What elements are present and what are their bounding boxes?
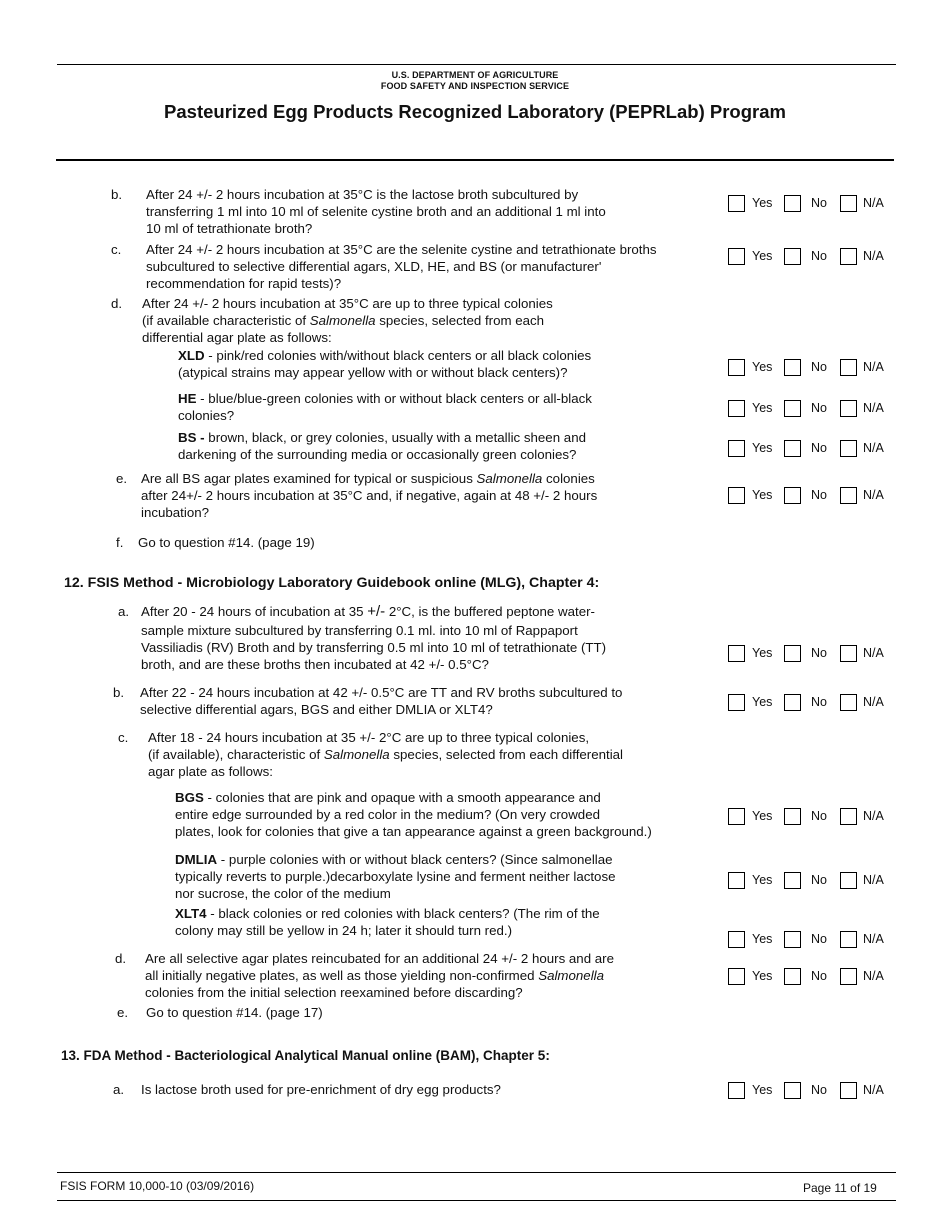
text-part: After 20 - 24 hours of incubation at 35 <box>141 604 368 619</box>
agar-name: XLD <box>178 348 205 363</box>
yes-checkbox[interactable] <box>728 400 745 417</box>
yes-label: Yes <box>752 249 773 263</box>
yes-label: Yes <box>752 932 773 946</box>
na-checkbox[interactable] <box>840 248 857 265</box>
agar-name: HE <box>178 391 197 406</box>
text-part: species, selected from each differential <box>389 747 623 762</box>
na-label: N/A <box>863 401 884 415</box>
item-label: a. <box>113 1082 125 1097</box>
answer-row <box>728 400 898 418</box>
question-text: nor sucrose, the color of the medium <box>175 886 391 901</box>
question-text <box>141 470 595 487</box>
na-checkbox[interactable] <box>840 808 857 825</box>
question-text: colonies? <box>178 408 235 423</box>
question-text: sample mixture subcultured by transferring 0.1 ml. into 10 ml of Rappaport <box>141 623 578 638</box>
no-checkbox[interactable] <box>784 400 801 417</box>
item-label: a. <box>118 604 130 619</box>
xlt4-criteria <box>175 905 600 922</box>
question-text: differential agar plate as follows: <box>142 330 332 345</box>
na-label: N/A <box>863 969 884 983</box>
na-label: N/A <box>863 873 884 887</box>
answer-row <box>728 808 898 826</box>
question-text: colonies from the initial selection reexamined before discarding? <box>145 985 523 1000</box>
na-label: N/A <box>863 932 884 946</box>
page-number: Page 11 of 19 <box>803 1181 877 1195</box>
question-text: agar plate as follows: <box>148 764 273 779</box>
yes-label: Yes <box>752 488 773 502</box>
item-label: d. <box>115 951 127 966</box>
question-text: broth, and are these broths then incubated at 42 +/- 0.5°C? <box>141 657 489 672</box>
question-text: recommendation for rapid tests)? <box>146 276 342 291</box>
yes-checkbox[interactable] <box>728 487 745 504</box>
question-text: After 24 +/- 2 hours incubation at 35°C are up to three typical colonies <box>142 296 553 311</box>
top-rule <box>57 64 896 65</box>
na-checkbox[interactable] <box>840 195 857 212</box>
answer-row <box>728 195 898 213</box>
question-text: (atypical strains may appear yellow with or without black centers)? <box>178 365 568 380</box>
question-text: After 24 +/- 2 hours incubation at 35°C are the selenite cystine and tetrathionate broths <box>146 242 657 257</box>
bgs-criteria <box>175 789 601 806</box>
text-part: - black colonies or red colonies with black centers? (The rim of the <box>206 906 600 921</box>
na-label: N/A <box>863 1083 884 1097</box>
species-name: Salmonella <box>309 313 376 328</box>
na-checkbox[interactable] <box>840 440 857 457</box>
question-12-heading: 12. FSIS Method - Microbiology Laboratory Guidebook online (MLG), Chapter 4: <box>64 575 600 591</box>
no-checkbox[interactable] <box>784 248 801 265</box>
instruction-text: Go to question #14. (page 17) <box>146 1005 323 1020</box>
no-label: No <box>811 873 827 887</box>
yes-checkbox[interactable] <box>728 808 745 825</box>
na-label: N/A <box>863 488 884 502</box>
species-name: Salmonella <box>476 471 543 486</box>
instruction-text: Go to question #14. (page 19) <box>138 535 315 550</box>
question-text: After 22 - 24 hours incubation at 42 +/- 0.5°C are TT and RV broths subcultured to <box>140 685 623 700</box>
no-checkbox[interactable] <box>784 968 801 985</box>
text-part: Are all BS agar plates examined for typical or suspicious <box>141 471 477 486</box>
bs-criteria <box>178 429 586 446</box>
agar-name: BGS <box>175 790 204 805</box>
no-label: No <box>811 932 827 946</box>
yes-checkbox[interactable] <box>728 359 745 376</box>
na-checkbox[interactable] <box>840 645 857 662</box>
answer-row <box>728 359 898 377</box>
question-text: After 24 +/- 2 hours incubation at 35°C is the lactose broth subcultured by <box>146 187 579 202</box>
no-label: No <box>811 1083 827 1097</box>
na-label: N/A <box>863 196 884 210</box>
question-text: selective differential agars, BGS and either DMLIA or XLT4? <box>140 702 493 717</box>
answer-row <box>728 645 898 663</box>
yes-label: Yes <box>752 196 773 210</box>
no-label: No <box>811 809 827 823</box>
question-text: entire edge surrounded by a red color in the medium? (On very crowded <box>175 807 600 822</box>
yes-label: Yes <box>752 646 773 660</box>
yes-label: Yes <box>752 360 773 374</box>
question-text <box>148 746 623 763</box>
agar-name: DMLIA <box>175 852 218 867</box>
no-checkbox[interactable] <box>784 694 801 711</box>
yes-label: Yes <box>752 873 773 887</box>
na-checkbox[interactable] <box>840 931 857 948</box>
item-label: c. <box>111 242 122 257</box>
question-text: plates, look for colonies that give a tan appearance against a green background.) <box>175 824 652 839</box>
answer-row <box>728 440 898 458</box>
no-label: No <box>811 249 827 263</box>
question-text: typically reverts to purple.)decarboxylate lysine and ferment neither lactose <box>175 869 616 884</box>
he-criteria <box>178 390 592 407</box>
species-name: Salmonella <box>538 968 605 983</box>
text-part: (if available characteristic of <box>142 313 310 328</box>
na-checkbox[interactable] <box>840 359 857 376</box>
question-text: subcultured to selective differential agars, XLD, HE, and BS (or manufacturer' <box>146 259 602 274</box>
na-label: N/A <box>863 249 884 263</box>
question-text: Vassiliadis (RV) Broth and by transferring 0.5 ml into 10 ml of tetrathionate (TT) <box>141 640 607 655</box>
no-checkbox[interactable] <box>784 931 801 948</box>
footer-bottom-rule <box>57 1200 896 1201</box>
item-label: e. <box>116 471 128 486</box>
dmlia-criteria <box>175 851 613 868</box>
no-label: No <box>811 488 827 502</box>
no-checkbox[interactable] <box>784 1082 801 1099</box>
na-checkbox[interactable] <box>840 400 857 417</box>
no-label: No <box>811 196 827 210</box>
item-label: e. <box>117 1005 129 1020</box>
agar-name: XLT4 <box>175 906 207 921</box>
no-checkbox[interactable] <box>784 808 801 825</box>
no-label: No <box>811 695 827 709</box>
yes-checkbox[interactable] <box>728 931 745 948</box>
header-rule <box>56 159 894 161</box>
no-checkbox[interactable] <box>784 359 801 376</box>
form-number: FSIS FORM 10,000-10 (03/09/2016) <box>60 1179 255 1193</box>
yes-checkbox[interactable] <box>728 248 745 265</box>
answer-row <box>728 1082 898 1100</box>
text-part: - purple colonies with or without black centers? (Since salmonellae <box>217 852 613 867</box>
department-name: U.S. DEPARTMENT OF AGRICULTURE <box>391 70 559 80</box>
no-checkbox[interactable] <box>784 872 801 889</box>
no-label: No <box>811 401 827 415</box>
question-text: Are all selective agar plates reincubated for an additional 24 +/- 2 hours and are <box>145 951 615 966</box>
yes-label: Yes <box>752 695 773 709</box>
service-name: FOOD SAFETY AND INSPECTION SERVICE <box>380 81 570 91</box>
text-part: colonies <box>542 471 595 486</box>
no-label: No <box>811 360 827 374</box>
page-title: Pasteurized Egg Products Recognized Laboratory (PEPRLab) Program <box>164 101 786 122</box>
na-checkbox[interactable] <box>840 487 857 504</box>
text-part: (if available), characteristic of <box>148 747 324 762</box>
question-text: colony may still be yellow in 24 h; later it should turn red.) <box>175 923 513 938</box>
yes-label: Yes <box>752 809 773 823</box>
na-label: N/A <box>863 360 884 374</box>
question-text <box>142 312 544 329</box>
no-label: No <box>811 441 827 455</box>
answer-row <box>728 694 898 712</box>
xld-criteria <box>178 347 591 364</box>
na-label: N/A <box>863 646 884 660</box>
yes-checkbox[interactable] <box>728 195 745 212</box>
na-label: N/A <box>863 695 884 709</box>
item-label: f. <box>116 535 124 550</box>
question-text <box>145 967 604 984</box>
answer-row <box>728 968 898 986</box>
question-text: After 18 - 24 hours incubation at 35 +/- 2°C are up to three typical colonies, <box>148 730 590 745</box>
yes-checkbox[interactable] <box>728 694 745 711</box>
na-checkbox[interactable] <box>840 872 857 889</box>
yes-label: Yes <box>752 401 773 415</box>
question-text: darkening of the surrounding media or occasionally green colonies? <box>178 447 577 462</box>
question-text: after 24+/- 2 hours incubation at 35°C and, if negative, again at 48 +/- 2 hours <box>141 488 598 503</box>
na-checkbox[interactable] <box>840 968 857 985</box>
text-part: brown, black, or grey colonies, usually with a metallic sheen and <box>204 430 586 445</box>
no-checkbox[interactable] <box>784 195 801 212</box>
answer-row <box>728 872 898 890</box>
text-part: - pink/red colonies with/without black centers or all black colonies <box>204 348 592 363</box>
answer-row <box>728 487 898 505</box>
item-label: b. <box>113 685 125 700</box>
question-13-heading: 13. FDA Method - Bacteriological Analytical Manual online (BAM), Chapter 5: <box>61 1048 550 1063</box>
answer-row <box>728 931 898 949</box>
agar-name: BS - <box>178 430 205 445</box>
text-part: 2°C, is the buffered peptone water- <box>385 604 595 619</box>
answer-row <box>728 248 898 266</box>
yes-label: Yes <box>752 969 773 983</box>
question-text: transferring 1 ml into 10 ml of selenite cystine broth and an additional 1 ml into <box>146 204 606 219</box>
text-part: species, selected from each <box>375 313 545 328</box>
yes-checkbox[interactable] <box>728 968 745 985</box>
text-part: - colonies that are pink and opaque with a smooth appearance and <box>203 790 601 805</box>
question-text: Is lactose broth used for pre-enrichment of dry egg products? <box>141 1082 501 1097</box>
no-checkbox[interactable] <box>784 487 801 504</box>
yes-checkbox[interactable] <box>728 1082 745 1099</box>
yes-label: Yes <box>752 441 773 455</box>
na-checkbox[interactable] <box>840 694 857 711</box>
question-text: incubation? <box>141 505 210 520</box>
plus-minus: +/- <box>367 603 386 620</box>
question-text <box>141 603 595 620</box>
na-label: N/A <box>863 809 884 823</box>
yes-checkbox[interactable] <box>728 440 745 457</box>
no-label: No <box>811 646 827 660</box>
no-checkbox[interactable] <box>784 440 801 457</box>
yes-checkbox[interactable] <box>728 645 745 662</box>
item-label: b. <box>111 187 123 202</box>
item-label: d. <box>111 296 123 311</box>
yes-label: Yes <box>752 1083 773 1097</box>
no-label: No <box>811 969 827 983</box>
no-checkbox[interactable] <box>784 645 801 662</box>
item-label: c. <box>118 730 129 745</box>
text-part: all initially negative plates, as well as those yielding non-confirmed <box>145 968 539 983</box>
yes-checkbox[interactable] <box>728 872 745 889</box>
question-text: 10 ml of tetrathionate broth? <box>146 221 313 236</box>
text-part: - blue/blue-green colonies with or without black centers or all-black <box>196 391 592 406</box>
na-checkbox[interactable] <box>840 1082 857 1099</box>
species-name: Salmonella <box>323 747 390 762</box>
na-label: N/A <box>863 441 884 455</box>
footer-top-rule <box>57 1172 896 1173</box>
